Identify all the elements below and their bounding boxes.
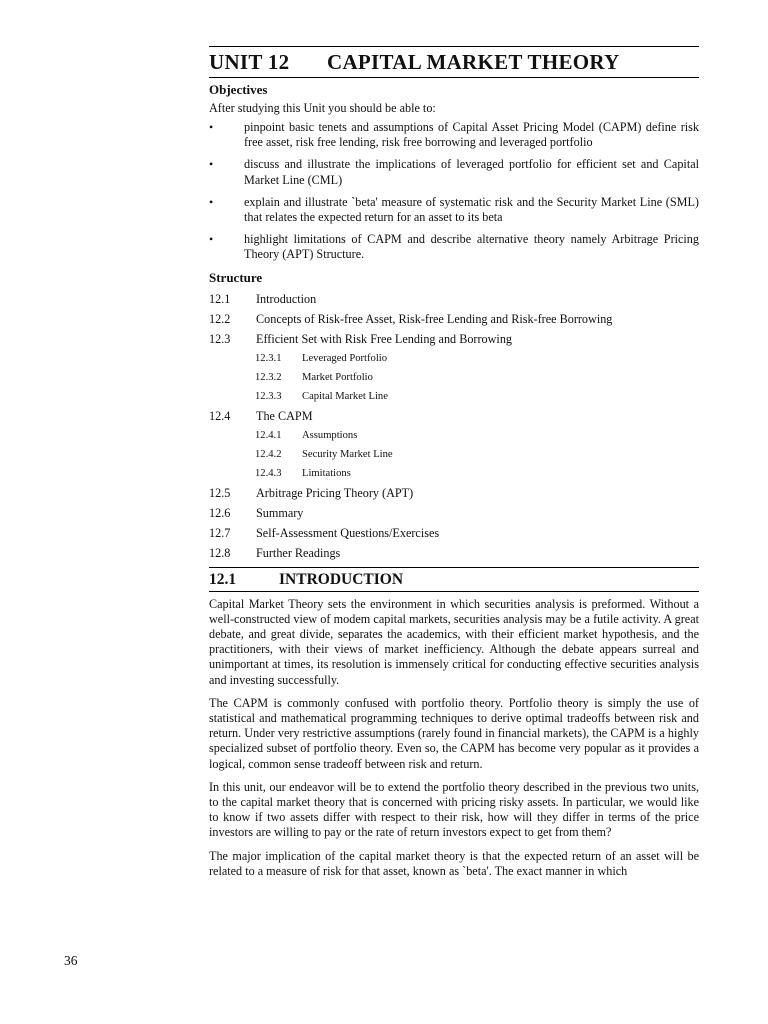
- toc-number: 12.8: [209, 545, 231, 560]
- bullet-icon: •: [209, 157, 214, 172]
- structure-heading: Structure: [209, 269, 263, 285]
- toc-entry: [209, 289, 699, 309]
- toc-title: Self-Assessment Questions/Exercises: [256, 525, 440, 540]
- toc-title: Summary: [256, 505, 304, 520]
- toc-number: 12.3.1: [255, 352, 282, 364]
- toc-entry: [209, 543, 699, 563]
- objective-text: pinpoint basic tenets and assumptions of Capital Asset Pricing Model (CAPM) define risk free asset, risk free lending, risk free borrowing and leveraged portfolio: [244, 120, 699, 150]
- toc-title: Leveraged Portfolio: [302, 352, 388, 364]
- section-heading: [209, 567, 699, 592]
- toc-title: Efficient Set with Risk Free Lending and Borrowing: [256, 331, 513, 346]
- unit-heading: CAPITAL MARKET THEORY: [327, 50, 620, 74]
- toc-title: Further Readings: [256, 545, 341, 560]
- objective-text: discuss and illustrate the implications of leveraged portfolio for efficient set and Capital Market Line (CML): [244, 157, 699, 187]
- objective-item: [209, 120, 699, 150]
- bullet-icon: •: [209, 120, 214, 134]
- body-paragraph: In this unit, our endeavor will be to extend the portfolio theory described in the previous two units, to the capital market theory that is concerned with pricing risky assets. In particular, we would like to know if two assets differ with respect to their risk, how will they differ in terms of the price investors are willing to pay or the rate of return investors expect to get from them?: [209, 779, 699, 840]
- body-paragraph: The major implication of the capital market theory is that the expected return of an asset will be related to a measure of risk for that asset, known as `beta'. The exact manner in which: [209, 848, 699, 878]
- toc-number: 12.7: [209, 525, 231, 540]
- toc-number: 12.4.1: [255, 429, 282, 441]
- toc-subentry: [209, 387, 699, 406]
- toc-title: Assumptions: [302, 429, 358, 441]
- toc-entry: [209, 406, 699, 426]
- toc-number: 12.6: [209, 505, 231, 520]
- toc-number: 12.5: [209, 485, 231, 500]
- toc-entry: [209, 329, 699, 349]
- toc-title: Arbitrage Pricing Theory (APT): [256, 485, 414, 500]
- toc-number: 12.4: [209, 408, 231, 423]
- unit-number: UNIT 12: [209, 50, 290, 74]
- objectives-heading: Objectives: [209, 82, 268, 97]
- toc-title: Introduction: [256, 291, 317, 306]
- section-number: 12.1: [209, 570, 237, 588]
- toc-title: The CAPM: [256, 408, 313, 423]
- objective-item: [209, 232, 699, 262]
- unit-title: [209, 47, 699, 77]
- bullet-icon: •: [209, 194, 214, 209]
- title-rule: [209, 77, 699, 78]
- body-paragraph: Capital Market Theory sets the environment in which securities analysis is preformed. Without a well-constructed view of modem capital markets, securities analysis may be a futile activity. A great debate, and great divide, separates the academics, with their efficient market hypothesis, and the practitioners, with their views of market inefficiency. Although the debate appears surreal and unimportant at times, its resolution is immensely critical for conducting effective securities analysis and investing successfully.: [209, 596, 699, 687]
- toc-subentry: [209, 368, 699, 387]
- toc-title: Security Market Line: [302, 448, 393, 460]
- toc-number: 12.1: [209, 291, 231, 306]
- toc-title: Capital Market Line: [302, 390, 388, 402]
- toc-number: 12.3: [209, 331, 231, 346]
- toc-entry: [209, 309, 699, 329]
- objective-text: explain and illustrate `beta' measure of systematic risk and the Security Market Line (SML) that relates the expected return for an asset to its beta: [244, 194, 699, 225]
- toc-title: Market Portfolio: [302, 371, 373, 383]
- toc-number: 12.4.2: [255, 448, 282, 460]
- objective-item: [209, 157, 699, 187]
- objectives-list: [209, 120, 699, 263]
- toc-subentry: [209, 445, 699, 464]
- document-page: [209, 46, 699, 887]
- toc-entry: [209, 503, 699, 523]
- toc-subentry: [209, 426, 699, 445]
- objective-text: highlight limitations of CAPM and describe alternative theory namely Arbitrage Pricing Theory (APT) Structure.: [244, 232, 699, 262]
- page-number: 36: [64, 953, 78, 968]
- section-title: INTRODUCTION: [279, 570, 404, 588]
- bullet-icon: •: [209, 232, 214, 247]
- objective-item: [209, 195, 699, 225]
- structure-list: [209, 289, 699, 563]
- objectives-intro: After studying this Unit you should be able to:: [209, 101, 436, 115]
- body-paragraph: The CAPM is commonly confused with portfolio theory. Portfolio theory is simply the use of statistical and mathematical programming techniques to derive optimal tradeoffs between risk and return. Under very restrictive assumptions (rarely found in financial markets), the CAPM is a highly specialized subset of portfolio theory. Even so, the CAPM has become very popular as it provides a logical, common sense tradeoff between risk and return.: [209, 695, 699, 771]
- toc-number: 12.2: [209, 311, 231, 326]
- toc-entry: [209, 523, 699, 543]
- toc-subentry: [209, 464, 699, 483]
- toc-number: 12.4.3: [255, 467, 282, 479]
- toc-entry: [209, 483, 699, 503]
- toc-number: 12.3.3: [255, 390, 282, 402]
- toc-title: Concepts of Risk-free Asset, Risk-free Lending and Risk-free Borrowing: [256, 311, 613, 326]
- toc-number: 12.3.2: [255, 371, 282, 383]
- toc-subentry: [209, 349, 699, 368]
- toc-title: Limitations: [302, 467, 351, 479]
